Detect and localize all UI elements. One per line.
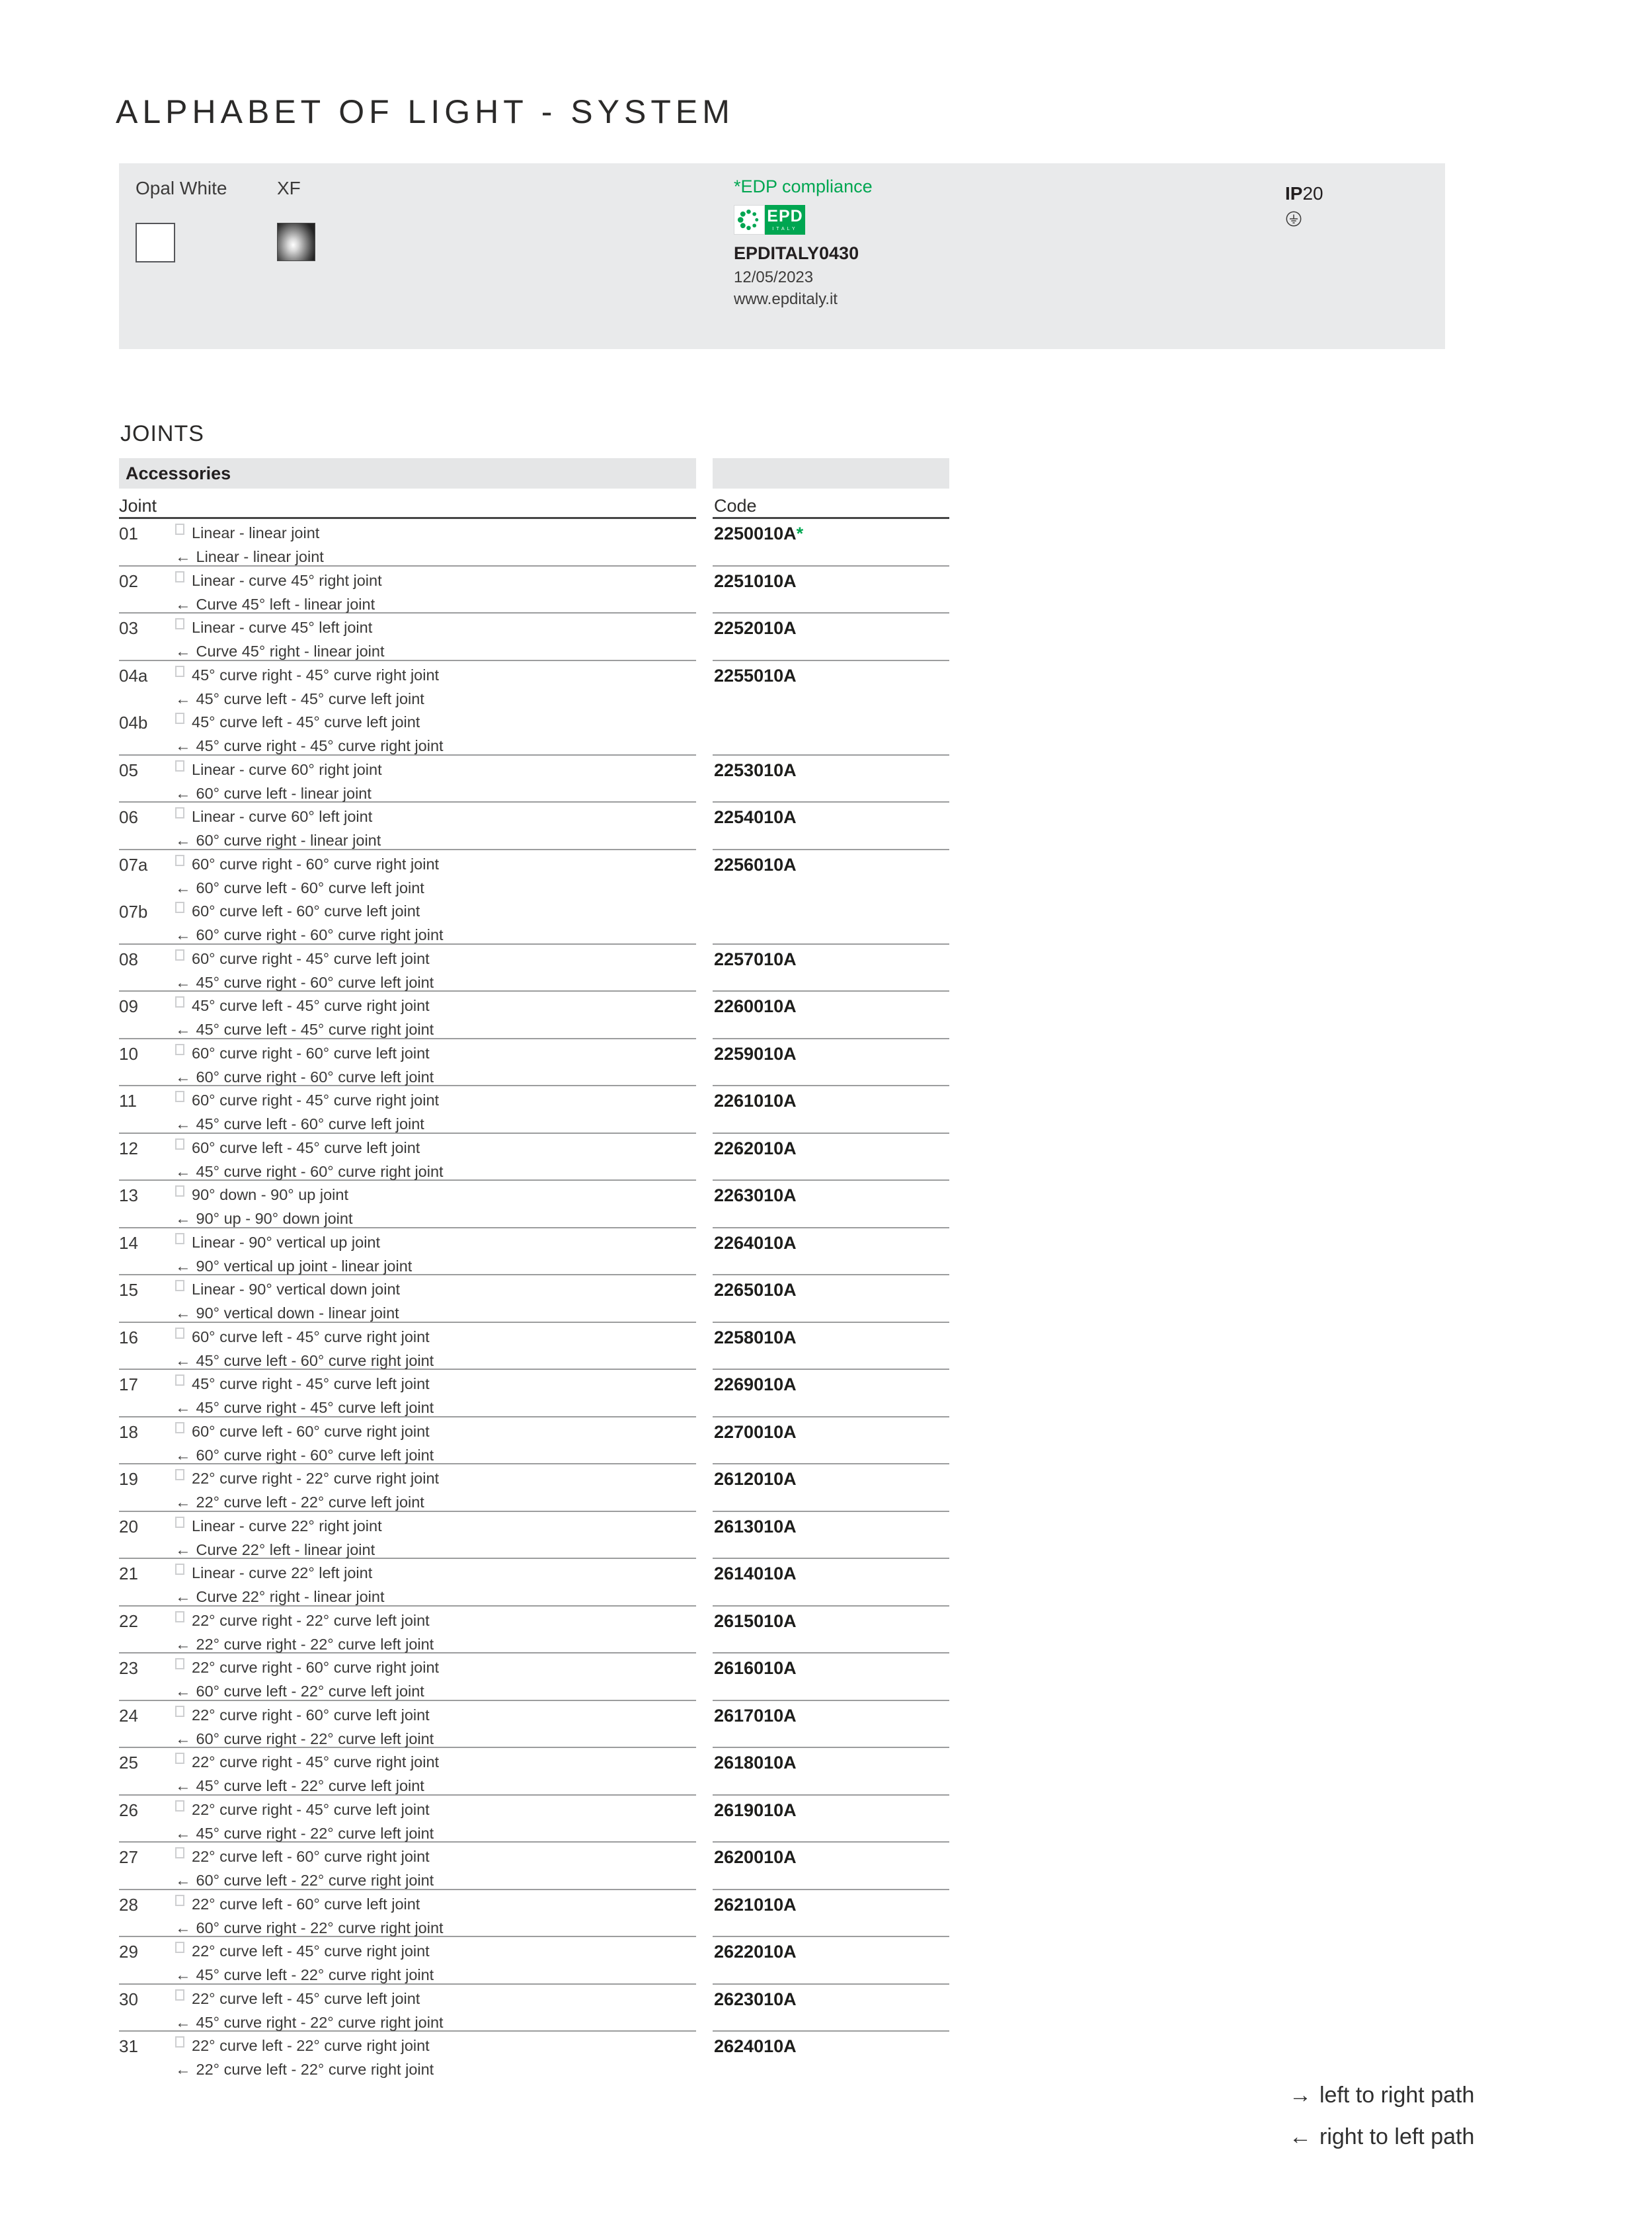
- joint-row-code: 2623010A: [713, 1985, 949, 2032]
- joint-row-code: 2263010A: [713, 1181, 949, 1228]
- legend-left-to-right: [1289, 2083, 1474, 2124]
- left-arrow-icon: ←: [175, 2013, 191, 2031]
- epd-certificate-code: EPDITALY0430: [734, 243, 859, 263]
- joint-ltr-description: 22° curve right - 22° curve left joint: [175, 1611, 434, 1630]
- placeholder-box-icon: [175, 760, 184, 772]
- joint-row-number: 24: [119, 1705, 138, 1726]
- epd-date: 12/05/2023: [734, 268, 814, 286]
- joint-ltr-description: Linear - curve 45° right joint: [175, 571, 382, 590]
- xf-swatch: [277, 223, 315, 261]
- left-arrow-icon: ←: [175, 832, 191, 849]
- joint-row-number: 17: [119, 1374, 138, 1394]
- joint-rtl-description: ← 22° curve left - 22° curve right joint: [175, 2061, 434, 2078]
- section-heading: JOINTS: [120, 421, 204, 446]
- placeholder-box-icon: [175, 1044, 184, 1055]
- placeholder-box-icon: [175, 1233, 184, 1244]
- joint-row: [119, 1323, 696, 1371]
- joint-row-code: 2262010A: [713, 1134, 949, 1181]
- placeholder-box-icon: [175, 902, 184, 913]
- left-arrow-icon: ←: [175, 1446, 191, 1464]
- left-arrow-icon: ←: [175, 1399, 191, 1416]
- joint-row: [119, 1796, 696, 1843]
- left-arrow-icon: ←: [175, 1162, 191, 1180]
- joint-row-code: 2619010A: [713, 1796, 949, 1843]
- joint-row: [119, 1417, 696, 1465]
- joint-ltr-description: 60° curve left - 45° curve left joint: [175, 1138, 444, 1158]
- joint-row-code: 2253010A: [713, 756, 949, 803]
- joint-rtl-description: ← Curve 22° right - linear joint: [175, 1588, 385, 1605]
- left-arrow-icon: ←: [175, 1540, 191, 1558]
- joint-ltr-description: 60° curve right - 60° curve left joint: [175, 1044, 434, 1063]
- left-arrow-icon: ←: [175, 595, 191, 613]
- joint-ltr-description: 22° curve left - 60° curve left joint: [175, 1895, 444, 1914]
- joint-row-number: 12: [119, 1138, 138, 1158]
- placeholder-box-icon: [175, 713, 184, 724]
- joint-row-code: 2613010A: [713, 1512, 949, 1560]
- left-arrow-icon: ←: [175, 2061, 191, 2078]
- placeholder-box-icon: [175, 1517, 184, 1528]
- joint-row: [119, 1701, 696, 1749]
- epd-italy-logo: [734, 205, 805, 235]
- placeholder-box-icon: [175, 1328, 184, 1339]
- joint-row-code: 2616010A: [713, 1653, 949, 1701]
- joint-rtl-description: ← 45° curve right - 45° curve left joint: [175, 1399, 434, 1416]
- joint-rtl-description: ← 60° curve right - 22° curve right joint: [175, 1919, 444, 1936]
- joint-row-code: 2621010A: [713, 1890, 949, 1938]
- joint-row: [119, 1559, 696, 1607]
- joint-rtl-description: ← 60° curve left - 22° curve left joint: [175, 1683, 424, 1700]
- epd-block: [734, 177, 873, 309]
- joint-ltr-description: 90° down - 90° up joint: [175, 1185, 352, 1205]
- placeholder-box-icon: [175, 1469, 184, 1480]
- left-arrow-icon: ←: [1289, 2124, 1312, 2149]
- joint-row-number: 05: [119, 760, 138, 780]
- product-info-band: [119, 163, 1445, 349]
- joint-row: [119, 1748, 696, 1796]
- joint-ltr-description: 22° curve right - 45° curve left joint: [175, 1800, 434, 1819]
- joint-column-header: Joint: [119, 489, 696, 519]
- joint-row-code: 2617010A: [713, 1701, 949, 1749]
- left-arrow-icon: ←: [175, 1068, 191, 1086]
- epd-compliance-text: *EDP compliance: [734, 177, 873, 196]
- joint-row: [119, 1181, 696, 1228]
- placeholder-box-icon: [175, 1091, 184, 1102]
- joint-row: [119, 661, 696, 709]
- code-header-bar: [713, 458, 949, 489]
- joint-row-code: 2252010A: [713, 614, 949, 661]
- joint-rtl-description: ← 90° up - 90° down joint: [175, 1210, 353, 1227]
- path-legend: [1289, 2083, 1474, 2166]
- joint-ltr-description: Linear - curve 22° left joint: [175, 1564, 385, 1583]
- joint-row-code: 2264010A: [713, 1228, 949, 1276]
- left-arrow-icon: ←: [175, 1351, 191, 1369]
- left-arrow-icon: ←: [175, 973, 191, 991]
- joint-row-number: 20: [119, 1516, 138, 1536]
- joint-ltr-description: 22° curve left - 45° curve left joint: [175, 1989, 444, 2009]
- joint-ltr-description: 45° curve left - 45° curve right joint: [175, 996, 434, 1015]
- left-arrow-icon: ←: [175, 1777, 191, 1794]
- joint-row: [119, 1512, 696, 1560]
- left-arrow-icon: ←: [175, 690, 191, 707]
- left-arrow-icon: ←: [175, 1115, 191, 1133]
- left-arrow-icon: ←: [175, 1588, 191, 1605]
- joint-ltr-description: 22° curve left - 22° curve right joint: [175, 2036, 434, 2055]
- joint-row-number: 15: [119, 1280, 138, 1300]
- joint-row: [119, 945, 696, 992]
- accessories-label: Accessories: [126, 463, 231, 483]
- joint-ltr-description: 45° curve right - 45° curve right joint: [175, 666, 439, 685]
- left-arrow-icon: ←: [175, 1966, 191, 1983]
- joint-rtl-description: ← 45° curve left - 45° curve right joint: [175, 1021, 434, 1038]
- joint-row-code: 2257010A: [713, 945, 949, 992]
- joint-row: [119, 803, 696, 850]
- joint-row-code: 2620010A: [713, 1843, 949, 1890]
- joint-row-number: 08: [119, 949, 138, 969]
- joint-rtl-description: ← Linear - linear joint: [175, 548, 324, 565]
- joint-rtl-description: ← 60° curve right - 60° curve right joint: [175, 926, 444, 943]
- placeholder-box-icon: [175, 2036, 184, 2048]
- joint-ltr-description: 45° curve left - 45° curve left joint: [175, 713, 444, 732]
- joint-rtl-description: ← 22° curve right - 22° curve left joint: [175, 1635, 434, 1653]
- joint-row-number: 03: [119, 618, 138, 638]
- joint-ltr-description: 22° curve right - 45° curve right joint: [175, 1753, 439, 1772]
- joint-row-code: 2612010A: [713, 1464, 949, 1512]
- joint-row: [119, 1937, 696, 1985]
- left-arrow-icon: ←: [175, 1730, 191, 1747]
- ip-prefix: IP: [1285, 183, 1303, 204]
- left-arrow-icon: ←: [175, 548, 191, 565]
- left-arrow-icon: ←: [175, 643, 191, 660]
- joint-row-code: 2260010A: [713, 992, 949, 1039]
- epd-logo-green-box: [765, 205, 805, 235]
- joint-row-number: 09: [119, 996, 138, 1016]
- joint-row-code: 2256010A: [714, 854, 797, 875]
- joint-row-number: 04b: [119, 713, 148, 733]
- joint-row-code: 2269010A: [713, 1370, 949, 1417]
- joint-ltr-description: Linear - linear joint: [175, 524, 324, 543]
- joint-row: [119, 1228, 696, 1276]
- left-arrow-icon: ←: [175, 926, 191, 943]
- joint-ltr-description: 22° curve left - 60° curve right joint: [175, 1847, 434, 1866]
- finish-label-opal-white: Opal White: [136, 178, 227, 198]
- joint-ltr-description: 22° curve left - 45° curve right joint: [175, 1942, 434, 1961]
- joint-rtl-description: ← 60° curve right - 60° curve left joint: [175, 1068, 434, 1086]
- left-arrow-icon: ←: [175, 737, 191, 754]
- left-arrow-icon: ←: [175, 1304, 191, 1322]
- joint-row-number: 26: [119, 1800, 138, 1820]
- earth-ground-icon: [1285, 210, 1302, 227]
- joint-rtl-description: ← 45° curve left - 22° curve left joint: [175, 1777, 424, 1794]
- joint-row-number: 19: [119, 1469, 138, 1489]
- joint-row: [119, 1275, 696, 1323]
- placeholder-box-icon: [175, 1564, 184, 1575]
- joint-row-number: 28: [119, 1894, 138, 1915]
- joint-row-number: 22: [119, 1611, 138, 1631]
- left-arrow-icon: ←: [175, 1872, 191, 1889]
- joint-row-code: 2250010A*: [713, 519, 949, 567]
- joint-row: [119, 2032, 696, 2079]
- joint-row: [119, 850, 696, 898]
- ip-rating: [1285, 183, 1323, 204]
- joint-row: [119, 1985, 696, 2032]
- joint-rtl-description: ← 45° curve left - 60° curve left joint: [175, 1115, 424, 1133]
- placeholder-box-icon: [175, 1942, 184, 1953]
- joint-row-number: 30: [119, 1989, 138, 2009]
- placeholder-box-icon: [175, 1138, 184, 1150]
- joint-row-number: 11: [119, 1091, 137, 1111]
- joint-row-code: 2615010A: [713, 1607, 949, 1654]
- placeholder-box-icon: [175, 855, 184, 866]
- joint-ltr-description: 60° curve right - 60° curve right joint: [175, 855, 439, 874]
- joints-table: [119, 458, 949, 2079]
- left-arrow-icon: ←: [175, 1210, 191, 1227]
- opal-white-swatch: [136, 223, 175, 262]
- placeholder-box-icon: [175, 1989, 184, 2001]
- joint-row-number: 07a: [119, 854, 148, 875]
- joint-row: [119, 708, 696, 756]
- finish-label-xf: XF: [277, 178, 301, 198]
- joint-row-code: 2265010A: [713, 1275, 949, 1323]
- epd-logo-text: EPD: [767, 207, 803, 225]
- joint-rtl-description: ← 45° curve right - 22° curve left joint: [175, 1824, 434, 1842]
- ip-rating-block: [1285, 183, 1323, 227]
- left-arrow-icon: ←: [175, 1919, 191, 1936]
- left-arrow-icon: ←: [175, 1683, 191, 1700]
- accessories-header-bar: [119, 458, 696, 489]
- joint-row: [119, 1370, 696, 1417]
- joint-rtl-description: ← 45° curve right - 22° curve right joint: [175, 2013, 444, 2031]
- placeholder-box-icon: [175, 1185, 184, 1197]
- joint-rtl-description: ← 45° curve right - 60° curve right joint: [175, 1162, 444, 1180]
- joint-ltr-description: 60° curve right - 45° curve right joint: [175, 1091, 439, 1110]
- joint-row-code: 2259010A: [713, 1039, 949, 1087]
- epd-logo-subtext: ITALY: [772, 227, 798, 231]
- joint-row-number: 02: [119, 571, 138, 591]
- joint-rtl-description: ← Curve 22° left - linear joint: [175, 1540, 375, 1558]
- joint-row: [119, 1843, 696, 1890]
- placeholder-box-icon: [175, 1706, 184, 1717]
- joint-rtl-description: ← 45° curve left - 22° curve right joint: [175, 1966, 434, 1983]
- joint-rtl-description: ← 45° curve right - 45° curve right joint: [175, 737, 444, 754]
- left-arrow-icon: ←: [175, 1635, 191, 1653]
- joint-rtl-description: ← 22° curve left - 22° curve left joint: [175, 1493, 424, 1511]
- joint-row-number: 01: [119, 524, 138, 543]
- page-title: ALPHABET OF LIGHT - SYSTEM: [116, 93, 734, 130]
- joint-row-number: 23: [119, 1658, 138, 1678]
- placeholder-box-icon: [175, 949, 184, 961]
- joint-row-code: 2622010A: [713, 1937, 949, 1985]
- joint-row-number: 27: [119, 1847, 138, 1867]
- joint-row: [119, 992, 696, 1039]
- placeholder-box-icon: [175, 618, 184, 629]
- joint-rtl-description: ← 60° curve right - 22° curve left joint: [175, 1730, 434, 1747]
- joint-row-code: 2261010A: [713, 1086, 949, 1134]
- joint-row-number: 06: [119, 807, 138, 827]
- joint-rtl-description: ← 60° curve right - linear joint: [175, 832, 381, 849]
- joint-row-number: 29: [119, 1942, 138, 1962]
- joint-ltr-description: Linear - 90° vertical up joint: [175, 1233, 412, 1252]
- joint-row: [119, 614, 696, 661]
- joint-ltr-description: 22° curve right - 22° curve right joint: [175, 1469, 439, 1488]
- joint-row-code: 2255010A: [714, 665, 797, 686]
- right-arrow-icon: →: [1289, 2083, 1312, 2108]
- placeholder-box-icon: [175, 807, 184, 818]
- joint-rtl-description: ← Curve 45° right - linear joint: [175, 643, 385, 660]
- joint-row: [119, 1086, 696, 1134]
- placeholder-box-icon: [175, 1280, 184, 1291]
- joint-row-code: 2270010A: [713, 1417, 949, 1465]
- placeholder-box-icon: [175, 524, 184, 535]
- legend-rtl-label: right to left path: [1319, 2124, 1475, 2149]
- joint-row-code: [713, 897, 949, 945]
- joint-row-code: 2254010A: [713, 803, 949, 850]
- joint-ltr-description: Linear - curve 45° left joint: [175, 618, 385, 637]
- joint-row: [119, 567, 696, 614]
- joint-ltr-description: 45° curve right - 45° curve left joint: [175, 1374, 434, 1394]
- joint-ltr-description: Linear - curve 60° left joint: [175, 807, 381, 826]
- joint-row-number: 07b: [119, 902, 148, 922]
- left-arrow-icon: ←: [175, 1493, 191, 1511]
- joint-row-number: 18: [119, 1421, 138, 1442]
- joint-ltr-description: Linear - curve 22° right joint: [175, 1517, 382, 1536]
- joint-row-code: 2251010A: [713, 567, 949, 614]
- left-arrow-icon: ←: [175, 1257, 191, 1275]
- placeholder-box-icon: [175, 1800, 184, 1812]
- joint-row: [119, 1134, 696, 1181]
- code-column-header: Code: [713, 489, 949, 519]
- joint-row-number: 14: [119, 1232, 138, 1253]
- joint-row-number: 31: [119, 2036, 138, 2056]
- left-arrow-icon: ←: [175, 1824, 191, 1842]
- joint-row-number: 13: [119, 1185, 138, 1205]
- legend-right-to-left: [1289, 2124, 1474, 2166]
- joint-row: [119, 756, 696, 803]
- placeholder-box-icon: [175, 996, 184, 1008]
- joint-row: [119, 1039, 696, 1087]
- joint-ltr-description: 22° curve right - 60° curve right joint: [175, 1658, 439, 1677]
- joint-ltr-description: 60° curve left - 45° curve right joint: [175, 1328, 434, 1347]
- joint-rtl-description: ← 60° curve left - linear joint: [175, 784, 372, 802]
- joint-row: [119, 1607, 696, 1654]
- joint-rtl-description: ← 90° vertical down - linear joint: [175, 1304, 399, 1322]
- joint-rtl-description: ← 45° curve left - 60° curve right joint: [175, 1351, 434, 1369]
- joint-row-number: 10: [119, 1043, 138, 1064]
- placeholder-box-icon: [175, 1374, 184, 1386]
- joint-row-code: 2614010A: [713, 1559, 949, 1607]
- joint-row-code: 2258010A: [713, 1323, 949, 1371]
- joint-rtl-description: ← 45° curve left - 45° curve left joint: [175, 690, 424, 707]
- joint-rtl-description: ← 60° curve left - 60° curve left joint: [175, 879, 424, 896]
- epd-dots-icon: [734, 205, 765, 235]
- joint-rtl-description: ← Curve 45° left - linear joint: [175, 595, 375, 613]
- placeholder-box-icon: [175, 1611, 184, 1622]
- joint-row: [119, 519, 696, 567]
- joint-row: [119, 1464, 696, 1512]
- joint-row: [119, 897, 696, 945]
- placeholder-box-icon: [175, 1422, 184, 1433]
- placeholder-box-icon: [175, 1895, 184, 1906]
- placeholder-box-icon: [175, 571, 184, 582]
- left-arrow-icon: ←: [175, 1021, 191, 1038]
- joint-rtl-description: ← 60° curve left - 22° curve right joint: [175, 1872, 434, 1889]
- placeholder-box-icon: [175, 1753, 184, 1764]
- joint-row-number: 16: [119, 1327, 138, 1347]
- placeholder-box-icon: [175, 1847, 184, 1858]
- placeholder-box-icon: [175, 1658, 184, 1669]
- epd-url: www.epditaly.it: [734, 290, 838, 308]
- joint-ltr-description: 22° curve right - 60° curve left joint: [175, 1706, 434, 1725]
- joint-row-code: [713, 708, 949, 756]
- joint-row-code: 2624010A: [714, 2036, 797, 2056]
- legend-ltr-label: left to right path: [1319, 2083, 1475, 2108]
- joint-ltr-description: 60° curve right - 45° curve left joint: [175, 949, 434, 969]
- joint-ltr-description: Linear - 90° vertical down joint: [175, 1280, 400, 1299]
- placeholder-box-icon: [175, 666, 184, 677]
- joint-rtl-description: ← 60° curve right - 60° curve left joint: [175, 1446, 434, 1464]
- joint-row: [119, 1653, 696, 1701]
- joint-ltr-description: 60° curve left - 60° curve right joint: [175, 1422, 434, 1441]
- ip-value: 20: [1302, 183, 1323, 204]
- joint-row-code: 2618010A: [713, 1748, 949, 1796]
- left-arrow-icon: ←: [175, 879, 191, 896]
- joint-row-number: 25: [119, 1753, 138, 1772]
- joint-row: [119, 1890, 696, 1938]
- left-arrow-icon: ←: [175, 784, 191, 802]
- joint-ltr-description: Linear - curve 60° right joint: [175, 760, 382, 779]
- joint-ltr-description: 60° curve left - 60° curve left joint: [175, 902, 444, 921]
- joint-row-number: 04a: [119, 665, 148, 686]
- joint-row-number: 21: [119, 1564, 138, 1583]
- joint-rtl-description: ← 90° vertical up joint - linear joint: [175, 1257, 413, 1275]
- joint-rtl-description: ← 45° curve right - 60° curve left joint: [175, 973, 434, 991]
